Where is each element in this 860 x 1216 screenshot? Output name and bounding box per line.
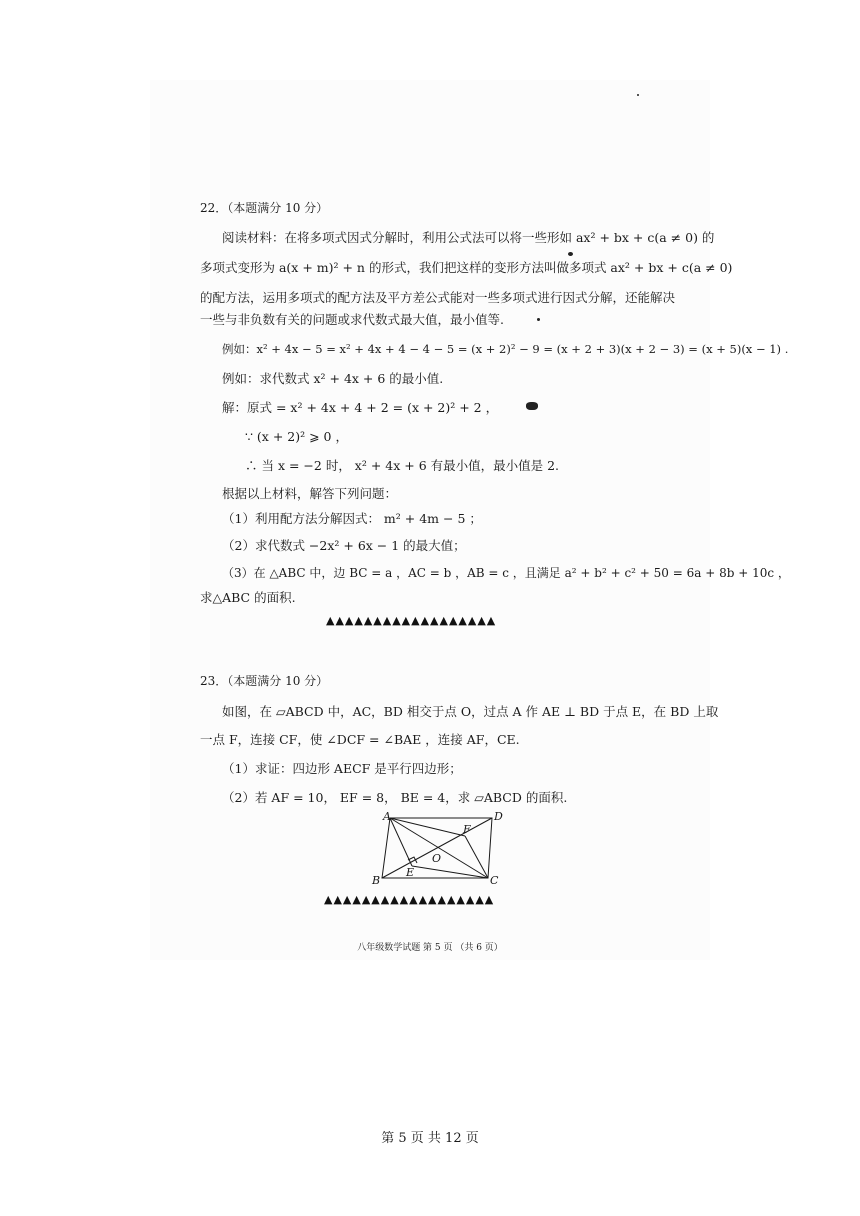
q22-subquestion-1: （1）利用配方法分解因式： m² + 4m − 5 ； [222, 511, 482, 526]
page-number: 第 5 页 共 12 页 [381, 1131, 479, 1146]
label-f: F [463, 823, 471, 836]
q22-paragraph-line: 的配方法，运用多项式的配方法及平方差公式能对一些多项式进行因式分解，还能解决 [200, 290, 676, 305]
scan-speck [568, 252, 573, 256]
q23-subquestion-1: （1）求证：四边形 AECF 是平行四边形； [222, 761, 462, 776]
diagonal-bd [382, 818, 492, 878]
q22-subquestion-3-cont: 求△ABC 的面积. [200, 590, 296, 605]
q23-header: 23．（本题满分 10 分） [200, 674, 329, 688]
q23-paragraph-line: 如图，在 ▱ABCD 中，AC，BD 相交于点 O，过点 A 作 AE ⊥ BD 于点 E，在 BD 上取 [222, 704, 719, 719]
scan-speck [637, 94, 639, 96]
scan-speck [537, 318, 540, 321]
q23-paragraph-line: 一点 F，连接 CF，使 ∠DCF = ∠BAE ，连接 AF，CE. [200, 732, 520, 747]
q22-end-marks: ▲▲▲▲▲▲▲▲▲▲▲▲▲▲▲▲▲▲ [326, 614, 497, 627]
scan-speck [526, 402, 538, 410]
q22-paragraph-line: 一些与非负数有关的问题或求代数式最大值，最小值等. [200, 312, 504, 327]
q22-example-1: 例如：x² + 4x − 5 = x² + 4x + 4 − 4 − 5 = (x + 2)² − 9 = (x + 2 + 3)(x + 2 − 3) = (x + 5)(x − 1) . [222, 342, 789, 356]
segment-cf [465, 836, 488, 878]
q22-paragraph-line: 多项式变形为 a(x + m)² + n 的形式，我们把这样的变形方法叫做多项式 ax² + bx + c(a ≠ 0) [200, 260, 733, 275]
label-o: O [432, 852, 442, 865]
q22-subquestion-3: （3）在 △ABC 中，边 BC = a ，AC = b ，AB = c ，且满足 a² + b² + c² + 50 = 6a + 8b + 10c ， [222, 566, 790, 580]
q22-example-2: 例如：求代数式 x² + 4x + 6 的最小值. [222, 371, 444, 386]
label-b: B [372, 874, 381, 887]
exam-footer: 八年级数学试题 第 5 页 （共 6 页） [357, 943, 503, 953]
segment-ce [412, 866, 488, 878]
label-e: E [406, 866, 415, 879]
label-a: A [383, 810, 391, 823]
segment-af [390, 818, 465, 836]
q22-solution-3: ∴ 当 x = −2 时， x² + 4x + 6 有最小值，最小值是 2. [245, 458, 560, 473]
diagonal-ac [390, 818, 488, 878]
label-d: D [494, 810, 503, 823]
q22-header: 22．（本题满分 10 分） [200, 201, 329, 215]
q22-paragraph-line: 阅读材料：在将多项式因式分解时，利用公式法可以将一些形如 ax² + bx + c(a ≠ 0) 的 [222, 230, 715, 245]
q22-subquestion-2: （2）求代数式 −2x² + 6x − 1 的最大值； [222, 538, 466, 553]
parallelogram-figure [370, 808, 520, 888]
q22-solution-1: 解：原式 = x² + 4x + 4 + 2 = (x + 2)² + 2 ， [222, 400, 499, 415]
q23-end-marks: ▲▲▲▲▲▲▲▲▲▲▲▲▲▲▲▲▲▲ [324, 893, 495, 906]
q22-task: 根据以上材料，解答下列问题： [222, 486, 398, 501]
q23-subquestion-2: （2）若 AF = 10， EF = 8， BE = 4，求 ▱ABCD 的面积. [222, 790, 568, 805]
q22-solution-2: ∵ (x + 2)² ⩾ 0 ， [245, 429, 348, 444]
label-c: C [490, 874, 499, 887]
